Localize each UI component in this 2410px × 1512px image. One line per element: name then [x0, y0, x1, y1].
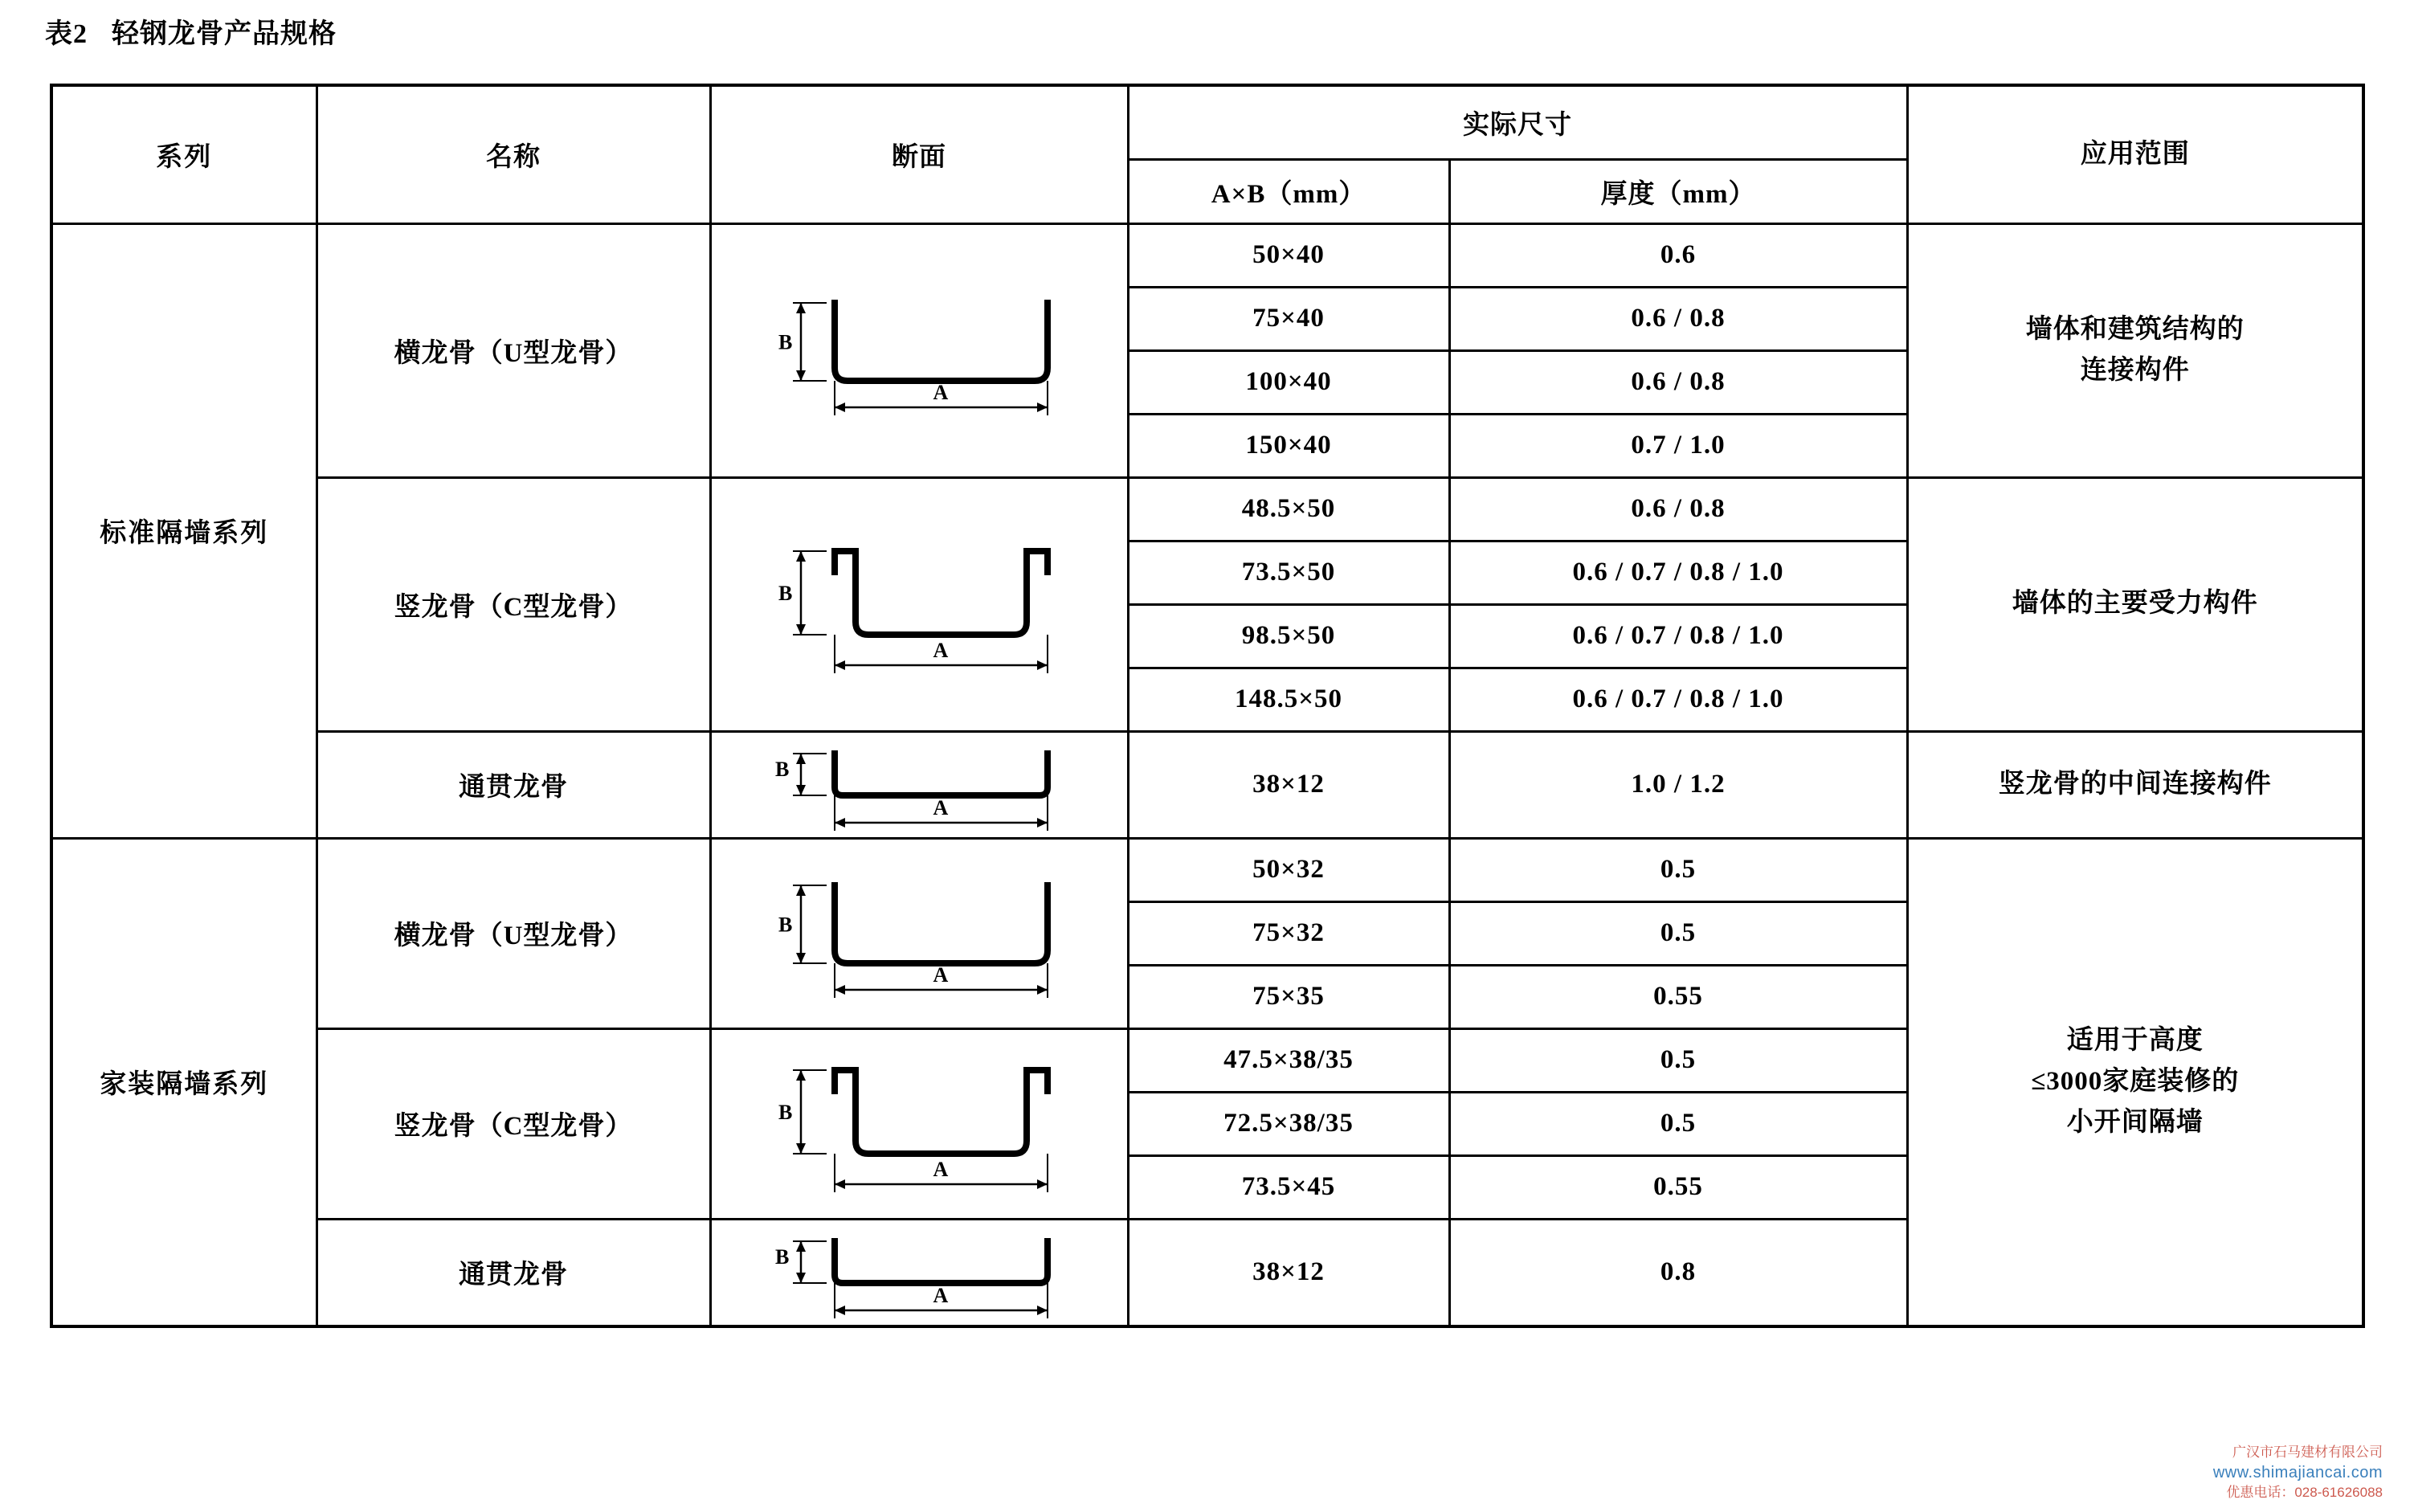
- section-profile-u-channel: [710, 223, 1128, 477]
- svg-text:A: A: [933, 638, 949, 662]
- thickness-cell: 0.6 / 0.7 / 0.8 / 1.0: [1449, 541, 1907, 604]
- table-row: [51, 477, 2363, 541]
- dimension-cell: 150×40: [1128, 414, 1449, 477]
- thickness-cell: 0.55: [1449, 1155, 1907, 1219]
- thickness-cell: 0.5: [1449, 1028, 1907, 1092]
- section-profile-u-channel: [710, 838, 1128, 1028]
- svg-text:B: B: [778, 1101, 793, 1124]
- thickness-cell: 0.5: [1449, 901, 1907, 965]
- svg-text:B: B: [778, 581, 793, 605]
- section-profile-c-channel: [710, 1028, 1128, 1219]
- product-name-cell: 竖龙骨（C型龙骨）: [317, 1028, 710, 1219]
- dimension-cell: 73.5×45: [1128, 1155, 1449, 1219]
- svg-text:A: A: [933, 795, 949, 819]
- section-profile-flat-channel: [710, 731, 1128, 838]
- dimension-cell: 73.5×50: [1128, 541, 1449, 604]
- thickness-cell: 1.0 / 1.2: [1449, 731, 1907, 838]
- product-name-cell: 横龙骨（U型龙骨）: [317, 838, 710, 1028]
- table-caption-label: 表2: [45, 19, 88, 49]
- thickness-cell: 0.6 / 0.8: [1449, 350, 1907, 414]
- thickness-cell: 0.6 / 0.7 / 0.8 / 1.0: [1449, 668, 1907, 731]
- svg-text:A: A: [933, 1158, 949, 1181]
- svg-text:B: B: [775, 757, 790, 781]
- svg-text:B: B: [775, 1244, 790, 1269]
- dimension-cell: 75×40: [1128, 287, 1449, 350]
- application-cell: 适用于高度 ≤3000家庭装修的 小开间隔墙: [1907, 838, 2363, 1326]
- dimension-cell: 75×32: [1128, 901, 1449, 965]
- section-profile-c-channel: [710, 477, 1128, 731]
- thickness-cell: 0.55: [1449, 965, 1907, 1028]
- product-name-cell: 竖龙骨（C型龙骨）: [317, 477, 710, 731]
- table-row: [51, 731, 2363, 838]
- watermark-url: www.shimajiancai.com: [2212, 1464, 2383, 1482]
- svg-text:B: B: [778, 330, 793, 353]
- table-row: [51, 838, 2363, 901]
- table-header: [51, 85, 2363, 223]
- header-section: 断面: [710, 85, 1128, 223]
- thickness-cell: 0.7 / 1.0: [1449, 414, 1907, 477]
- thickness-cell: 0.5: [1449, 838, 1907, 901]
- table-caption-title: 轻钢龙骨产品规格: [112, 19, 337, 49]
- table-caption: [45, 11, 337, 51]
- series-cell: 标准隔墙系列: [51, 223, 317, 838]
- watermark-phone: 优惠电话：028-61626088: [2226, 1485, 2383, 1501]
- thickness-cell: 0.6: [1449, 223, 1907, 287]
- dimension-cell: 100×40: [1128, 350, 1449, 414]
- application-cell: 墙体的主要受力构件: [1907, 477, 2363, 731]
- watermark-company: 广汉市石马建材有限公司: [2232, 1445, 2383, 1461]
- dimension-cell: 75×35: [1128, 965, 1449, 1028]
- watermark: [2213, 1444, 2383, 1502]
- header-ab: A×B（mm）: [1128, 159, 1449, 223]
- svg-text:A: A: [933, 1283, 949, 1307]
- header-application: 应用范围: [1907, 85, 2363, 223]
- application-cell: 墙体和建筑结构的 连接构件: [1907, 223, 2363, 477]
- thickness-cell: 0.5: [1449, 1092, 1907, 1155]
- dimension-cell: 72.5×38/35: [1128, 1092, 1449, 1155]
- product-name-cell: 通贯龙骨: [317, 731, 710, 838]
- dimension-cell: 38×12: [1128, 731, 1449, 838]
- svg-text:A: A: [933, 963, 949, 987]
- thickness-cell: 0.6 / 0.7 / 0.8 / 1.0: [1449, 604, 1907, 668]
- product-name-cell: 横龙骨（U型龙骨）: [317, 223, 710, 477]
- dimension-cell: 98.5×50: [1128, 604, 1449, 668]
- spec-table: [50, 84, 2365, 1328]
- header-actual-size: 实际尺寸: [1128, 85, 1907, 159]
- dimension-cell: 50×40: [1128, 223, 1449, 287]
- svg-text:B: B: [778, 913, 793, 937]
- dimension-cell: 148.5×50: [1128, 668, 1449, 731]
- application-cell: 竖龙骨的中间连接构件: [1907, 731, 2363, 838]
- table-body: [51, 223, 2363, 1326]
- series-cell: 家装隔墙系列: [51, 838, 317, 1326]
- table-row: [51, 223, 2363, 287]
- header-row-top: [51, 85, 2363, 159]
- dimension-cell: 38×12: [1128, 1219, 1449, 1326]
- section-profile-flat-channel: [710, 1219, 1128, 1326]
- dimension-cell: 48.5×50: [1128, 477, 1449, 541]
- product-name-cell: 通贯龙骨: [317, 1219, 710, 1326]
- dimension-cell: 47.5×38/35: [1128, 1028, 1449, 1092]
- svg-text:A: A: [933, 380, 949, 404]
- header-series: 系列: [51, 85, 317, 223]
- thickness-cell: 0.6 / 0.8: [1449, 287, 1907, 350]
- dimension-cell: 50×32: [1128, 838, 1449, 901]
- thickness-cell: 0.8: [1449, 1219, 1907, 1326]
- header-name: 名称: [317, 85, 710, 223]
- header-thickness: 厚度（mm）: [1449, 159, 1907, 223]
- thickness-cell: 0.6 / 0.8: [1449, 477, 1907, 541]
